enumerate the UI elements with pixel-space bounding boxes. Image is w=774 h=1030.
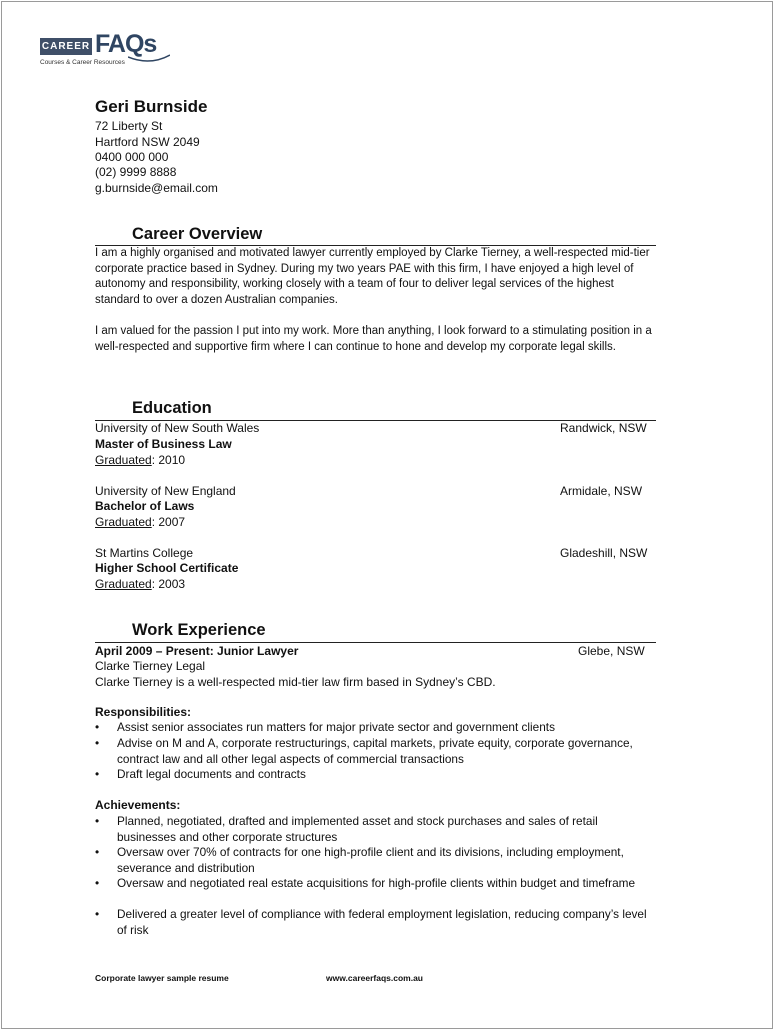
graduated-label: Graduated (95, 577, 152, 591)
bullet-icon: • (95, 907, 100, 921)
graduation-year: : 2010 (151, 453, 186, 467)
employer-description: Clarke Tierney is a well-respected mid-tier law firm based in Sydney’s CBD. (95, 675, 496, 689)
degree-name: Master of Business Law (95, 437, 232, 451)
graduation-line (95, 515, 185, 529)
logo-swoosh-icon (128, 54, 170, 64)
footer-title: Corporate lawyer sample resume (95, 973, 229, 983)
institution-name: University of New South Wales (95, 421, 260, 435)
list-item-text: Planned, negotiated, drafted and implemented asset and stock purchases and sales of retail businesses and other corporate structures (117, 814, 598, 844)
career-overview-heading: Career Overview (132, 225, 263, 243)
education-heading: Education (132, 399, 212, 417)
achievements-heading: Achievements: (95, 798, 181, 812)
list-item-text: Advise on M and A, corporate restructurings, capital markets, private equity, corporate governance, contract law and all other legal aspects of commercial transactions (117, 736, 633, 766)
phone-number: (02) 9999 8888 (95, 165, 177, 179)
overview-paragraph-1: I am a highly organised and motivated lawyer currently employed by Clarke Tierney, a well-respected mid-tier corporate practice based in Sydney. During my two years PAE with this firm, I have enjoyed a high level of autonomy and responsibility, working closely with a team of four to deliver legal services of the highest standard to over a dozen Australian companies. (95, 247, 650, 306)
bullet-icon: • (95, 814, 100, 828)
bullet-icon: • (95, 720, 100, 734)
list-item-text: Assist senior associates run matters for major private sector and government clients (117, 720, 555, 734)
institution-location: Gladeshill, NSW (560, 546, 648, 560)
institution-location: Armidale, NSW (560, 484, 643, 498)
graduation-year: : 2007 (151, 515, 186, 529)
mobile-number: 0400 000 000 (95, 150, 169, 164)
institution-location: Randwick, NSW (560, 421, 647, 435)
graduation-year: : 2003 (151, 577, 186, 591)
graduated-label: Graduated (95, 453, 152, 467)
list-item-text: Draft legal documents and contracts (117, 767, 306, 781)
graduation-line (95, 577, 185, 591)
candidate-name: Geri Burnside (95, 97, 208, 116)
overview-paragraph-2: I am valued for the passion I put into my work. More than anything, I look forward to a stimulating position in a well-respected and supportive firm where I can continue to hone and develop my corporate legal skills. (95, 325, 652, 353)
address-line-1: 72 Liberty St (95, 119, 163, 133)
employer-name: Clarke Tierney Legal (95, 659, 206, 673)
bullet-icon: • (95, 736, 100, 750)
email-address: g.burnside@email.com (95, 181, 218, 195)
institution-name: St Martins College (95, 546, 194, 560)
degree-name: Bachelor of Laws (95, 499, 195, 513)
job-location: Glebe, NSW (578, 644, 645, 658)
list-item-text: Delivered a greater level of compliance with federal employment legislation, reducing company’s level of risk (117, 907, 647, 937)
job-role: April 2009 – Present: Junior Lawyer (95, 644, 299, 658)
list-item-text: Oversaw and negotiated real estate acquisitions for high-profile clients within budget and timeframe (117, 876, 636, 890)
logo-tagline: Courses & Career Resources (40, 59, 125, 66)
logo-faqs-text: FAQs (95, 30, 157, 58)
responsibilities-heading: Responsibilities: (95, 705, 192, 719)
list-item-text: Oversaw over 70% of contracts for one high-profile client and its divisions, including employment, severance and distribution (117, 845, 624, 875)
degree-name: Higher School Certificate (95, 561, 239, 575)
bullet-icon: • (95, 876, 100, 890)
section-divider (95, 642, 656, 643)
careerfaqs-logo (40, 30, 175, 72)
address-line-2: Hartford NSW 2049 (95, 135, 200, 149)
footer-website-link[interactable]: www.careerfaqs.com.au (326, 973, 424, 983)
work-experience-heading: Work Experience (132, 621, 266, 639)
graduated-label: Graduated (95, 515, 152, 529)
graduation-line (95, 453, 185, 467)
institution-name: University of New England (95, 484, 236, 498)
logo-career-text: CAREER (40, 38, 92, 55)
bullet-icon: • (95, 845, 100, 859)
bullet-icon: • (95, 767, 100, 781)
